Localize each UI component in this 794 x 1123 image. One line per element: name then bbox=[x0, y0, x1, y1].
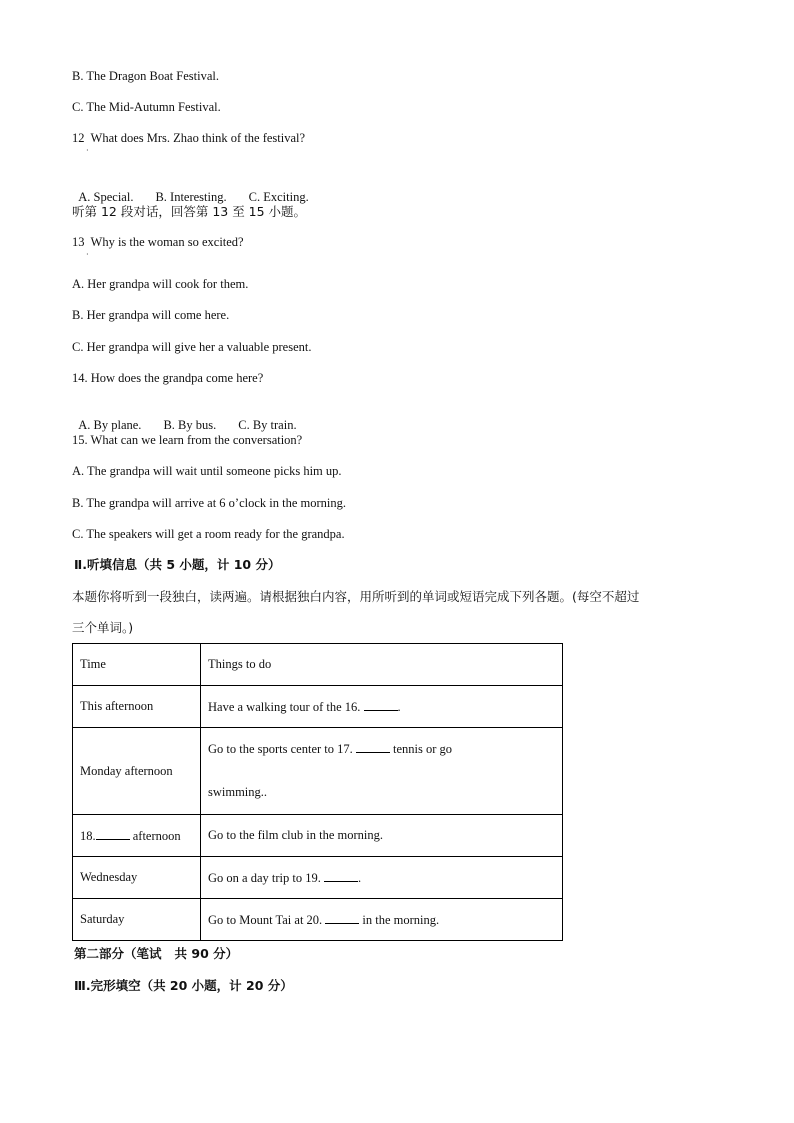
question-15-option-b: B. The grandpa will arrive at 6 o’clock in the morning. bbox=[72, 496, 346, 510]
option-c: C. By train. bbox=[238, 418, 297, 432]
row-time: 18. afternoon bbox=[73, 815, 201, 857]
question-15-option-c: C. The speakers will get a room ready for the grandpa. bbox=[72, 527, 345, 541]
answer-blank-19[interactable] bbox=[324, 870, 358, 882]
table-header-row bbox=[73, 644, 563, 686]
question-14-text: 14. How does the grandpa come here? bbox=[72, 371, 264, 385]
row-things: Go to the film club in the morning. bbox=[201, 815, 563, 857]
option-a: A. By plane. bbox=[78, 418, 142, 432]
stray-dot: · bbox=[86, 146, 89, 155]
table-row bbox=[73, 899, 563, 941]
question-13-option-b: B. Her grandpa will come here. bbox=[72, 308, 230, 322]
stray-dot: · bbox=[86, 250, 89, 259]
question-13-text: 13 Why is the woman so excited? bbox=[72, 235, 244, 249]
row-things: Have a walking tour of the 16. . bbox=[201, 686, 563, 728]
row-things: Go on a day trip to 19. . bbox=[201, 857, 563, 899]
section-12-instruction: 听第 12 段对话，回答第 13 至 15 小题。 bbox=[72, 204, 307, 219]
table-row bbox=[73, 857, 563, 899]
row-things: Go to the sports center to 17. tennis or go swimming.. bbox=[201, 728, 563, 815]
part-2-instruction-line1: 本题你将听到一段独白，读两遍。请根据独白内容，用所听到的单词或短语完成下列各题。(每空不超过 bbox=[72, 589, 640, 604]
question-13-option-c: C. Her grandpa will give her a valuable present. bbox=[72, 340, 312, 354]
row-things: Go to Mount Tai at 20. in the morning. bbox=[201, 899, 563, 941]
header-time: Time bbox=[73, 644, 201, 686]
table-row bbox=[73, 728, 563, 815]
row-time: Saturday bbox=[73, 899, 201, 941]
option-a: A. Special. bbox=[78, 190, 134, 204]
question-11-option-b: B. The Dragon Boat Festival. bbox=[72, 69, 219, 83]
written-part-heading: 第二部分（笔试 共 90 分） bbox=[74, 946, 239, 961]
part-3-heading: Ⅲ.完形填空（共 20 小题，计 20 分） bbox=[74, 978, 293, 993]
table-row bbox=[73, 686, 563, 728]
row-time: This afternoon bbox=[73, 686, 201, 728]
answer-blank-18[interactable] bbox=[96, 828, 130, 840]
answer-blank-20[interactable] bbox=[325, 912, 359, 924]
question-15-text: 15. What can we learn from the conversation? bbox=[72, 433, 303, 447]
option-b: B. Interesting. bbox=[155, 190, 227, 204]
answer-blank-16[interactable] bbox=[364, 699, 398, 711]
row-time: Monday afternoon bbox=[73, 728, 201, 815]
table-row bbox=[73, 815, 563, 857]
row-time: Wednesday bbox=[73, 857, 201, 899]
header-things-to-do: Things to do bbox=[201, 644, 563, 686]
question-12-text: 12 What does Mrs. Zhao think of the festival? bbox=[72, 131, 306, 145]
question-13-option-a: A. Her grandpa will cook for them. bbox=[72, 277, 249, 291]
question-15-option-a: A. The grandpa will wait until someone picks him up. bbox=[72, 464, 342, 478]
part-2-instruction-line2: 三个单词。) bbox=[72, 620, 134, 635]
question-12-options bbox=[72, 173, 331, 205]
answer-blank-17[interactable] bbox=[356, 741, 390, 753]
option-b: B. By bus. bbox=[163, 418, 217, 432]
listening-info-table bbox=[72, 643, 563, 941]
option-c: C. Exciting. bbox=[248, 190, 309, 204]
question-11-option-c: C. The Mid-Autumn Festival. bbox=[72, 100, 221, 114]
part-2-heading: Ⅱ.听填信息（共 5 小题，计 10 分） bbox=[74, 557, 281, 572]
question-14-options bbox=[72, 401, 319, 433]
